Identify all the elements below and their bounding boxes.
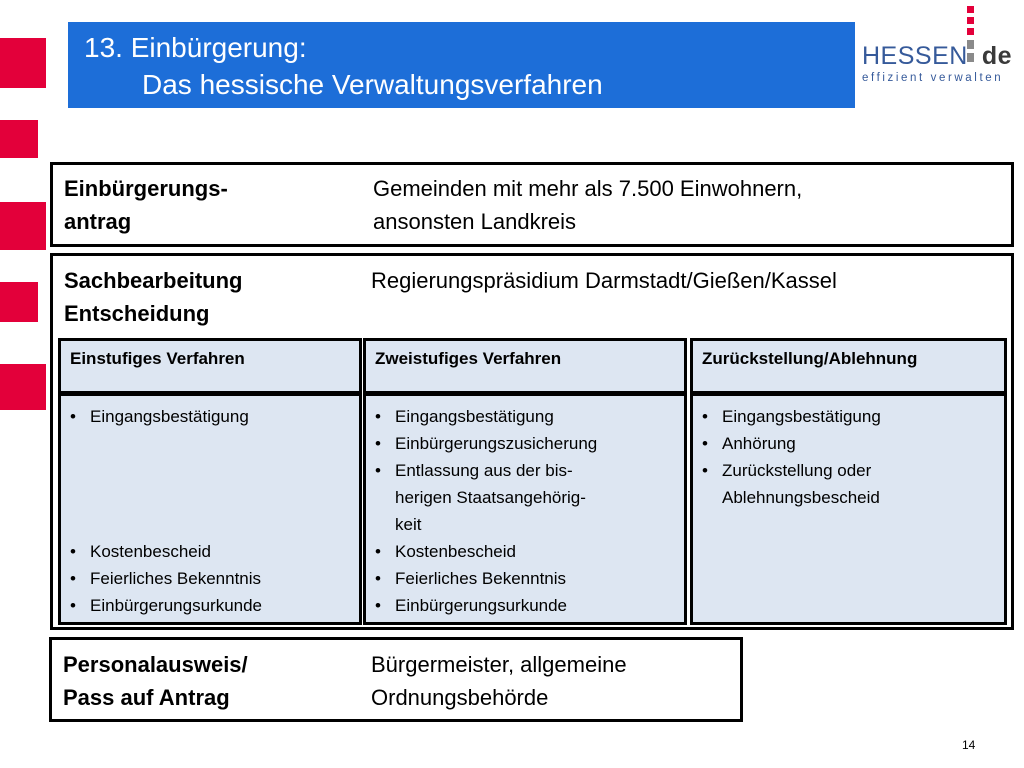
side-red-block — [0, 120, 38, 158]
bullet-list — [69, 538, 262, 619]
page-number: 14 — [962, 738, 976, 752]
personalausweis-value-line2: Ordnungsbehörde — [371, 685, 549, 710]
list-item-continuation: Ablehnungsbescheid — [722, 488, 880, 507]
column-body-zweistufig — [363, 393, 687, 625]
title-banner — [68, 22, 855, 108]
side-red-block — [0, 38, 46, 88]
column-header-einstufig — [58, 338, 362, 394]
personalausweis-label-line1: Personalausweis/ — [63, 652, 248, 677]
antrag-box — [50, 162, 1014, 247]
logo-tagline: effizient verwalten — [862, 72, 1004, 84]
logo-de-text: de — [981, 42, 1012, 70]
column-header-zweistufig — [363, 338, 687, 394]
side-decoration-strip — [0, 38, 46, 410]
list-item: • Feierliches Bekenntnis — [374, 565, 597, 592]
side-red-block — [0, 364, 46, 410]
list-item: • Einbürgerungsurkunde — [69, 592, 262, 619]
list-item: • Einbürgerungszusicherung — [374, 430, 597, 457]
list-item: • Kostenbescheid — [374, 538, 597, 565]
list-item-continuation: keit — [395, 515, 422, 534]
column-header-label: Einstufiges Verfahren — [70, 349, 245, 368]
personalausweis-label-line2: Pass auf Antrag — [63, 685, 230, 710]
column-header-zurueckstellung — [690, 338, 1007, 394]
personalausweis-value-line1: Bürgermeister, allgemeine — [371, 652, 627, 677]
slide-title-line2: Das hessische Verwaltungsverfahren — [142, 69, 603, 100]
antrag-label-line2: antrag — [64, 209, 132, 234]
antrag-value-line1: Gemeinden mit mehr als 7.500 Einwohnern, — [373, 176, 803, 201]
slide-title-line1: 13. Einbürgerung: — [84, 32, 307, 63]
column-body-zurueckstellung — [690, 393, 1007, 625]
sachbearbeitung-label-line1: Sachbearbeitung — [64, 268, 243, 293]
antrag-label-line1: Einbürgerungs- — [64, 176, 228, 201]
list-item: • Kostenbescheid — [69, 538, 262, 565]
logo-hessen-text: HESSEN — [862, 42, 968, 70]
sachbearbeitung-label-line2: Entscheidung — [64, 301, 210, 326]
list-item: • Anhörung — [701, 430, 881, 457]
side-red-block — [0, 282, 38, 322]
bullet-list — [374, 403, 597, 619]
sachbearbeitung-value: Regierungspräsidium Darmstadt/Gießen/Kassel — [371, 268, 837, 293]
list-item: • Eingangsbestätigung — [701, 403, 881, 430]
list-item: • Zurückstellung oder — [701, 457, 881, 484]
list-item: • Eingangsbestätigung — [69, 403, 249, 430]
antrag-value-line2: ansonsten Landkreis — [373, 209, 577, 234]
list-item: • Einbürgerungsurkunde — [374, 592, 597, 619]
column-header-label: Zweistufiges Verfahren — [375, 349, 562, 368]
hessen-de-logo — [858, 6, 1018, 86]
list-item: • Feierliches Bekenntnis — [69, 565, 262, 592]
list-item: • Eingangsbestätigung — [374, 403, 597, 430]
sachbearbeitung-box — [50, 253, 1014, 630]
list-item-continuation: herigen Staatsangehörig- — [395, 488, 586, 507]
bullet-list — [69, 403, 249, 430]
side-red-block — [0, 202, 46, 250]
column-header-label: Zurückstellung/Ablehnung — [702, 349, 918, 368]
personalausweis-box — [49, 637, 743, 722]
logo-wordmark — [862, 42, 1012, 70]
column-body-einstufig — [58, 393, 362, 625]
bullet-list — [701, 403, 881, 511]
list-item: • Entlassung aus der bis- — [374, 457, 597, 484]
